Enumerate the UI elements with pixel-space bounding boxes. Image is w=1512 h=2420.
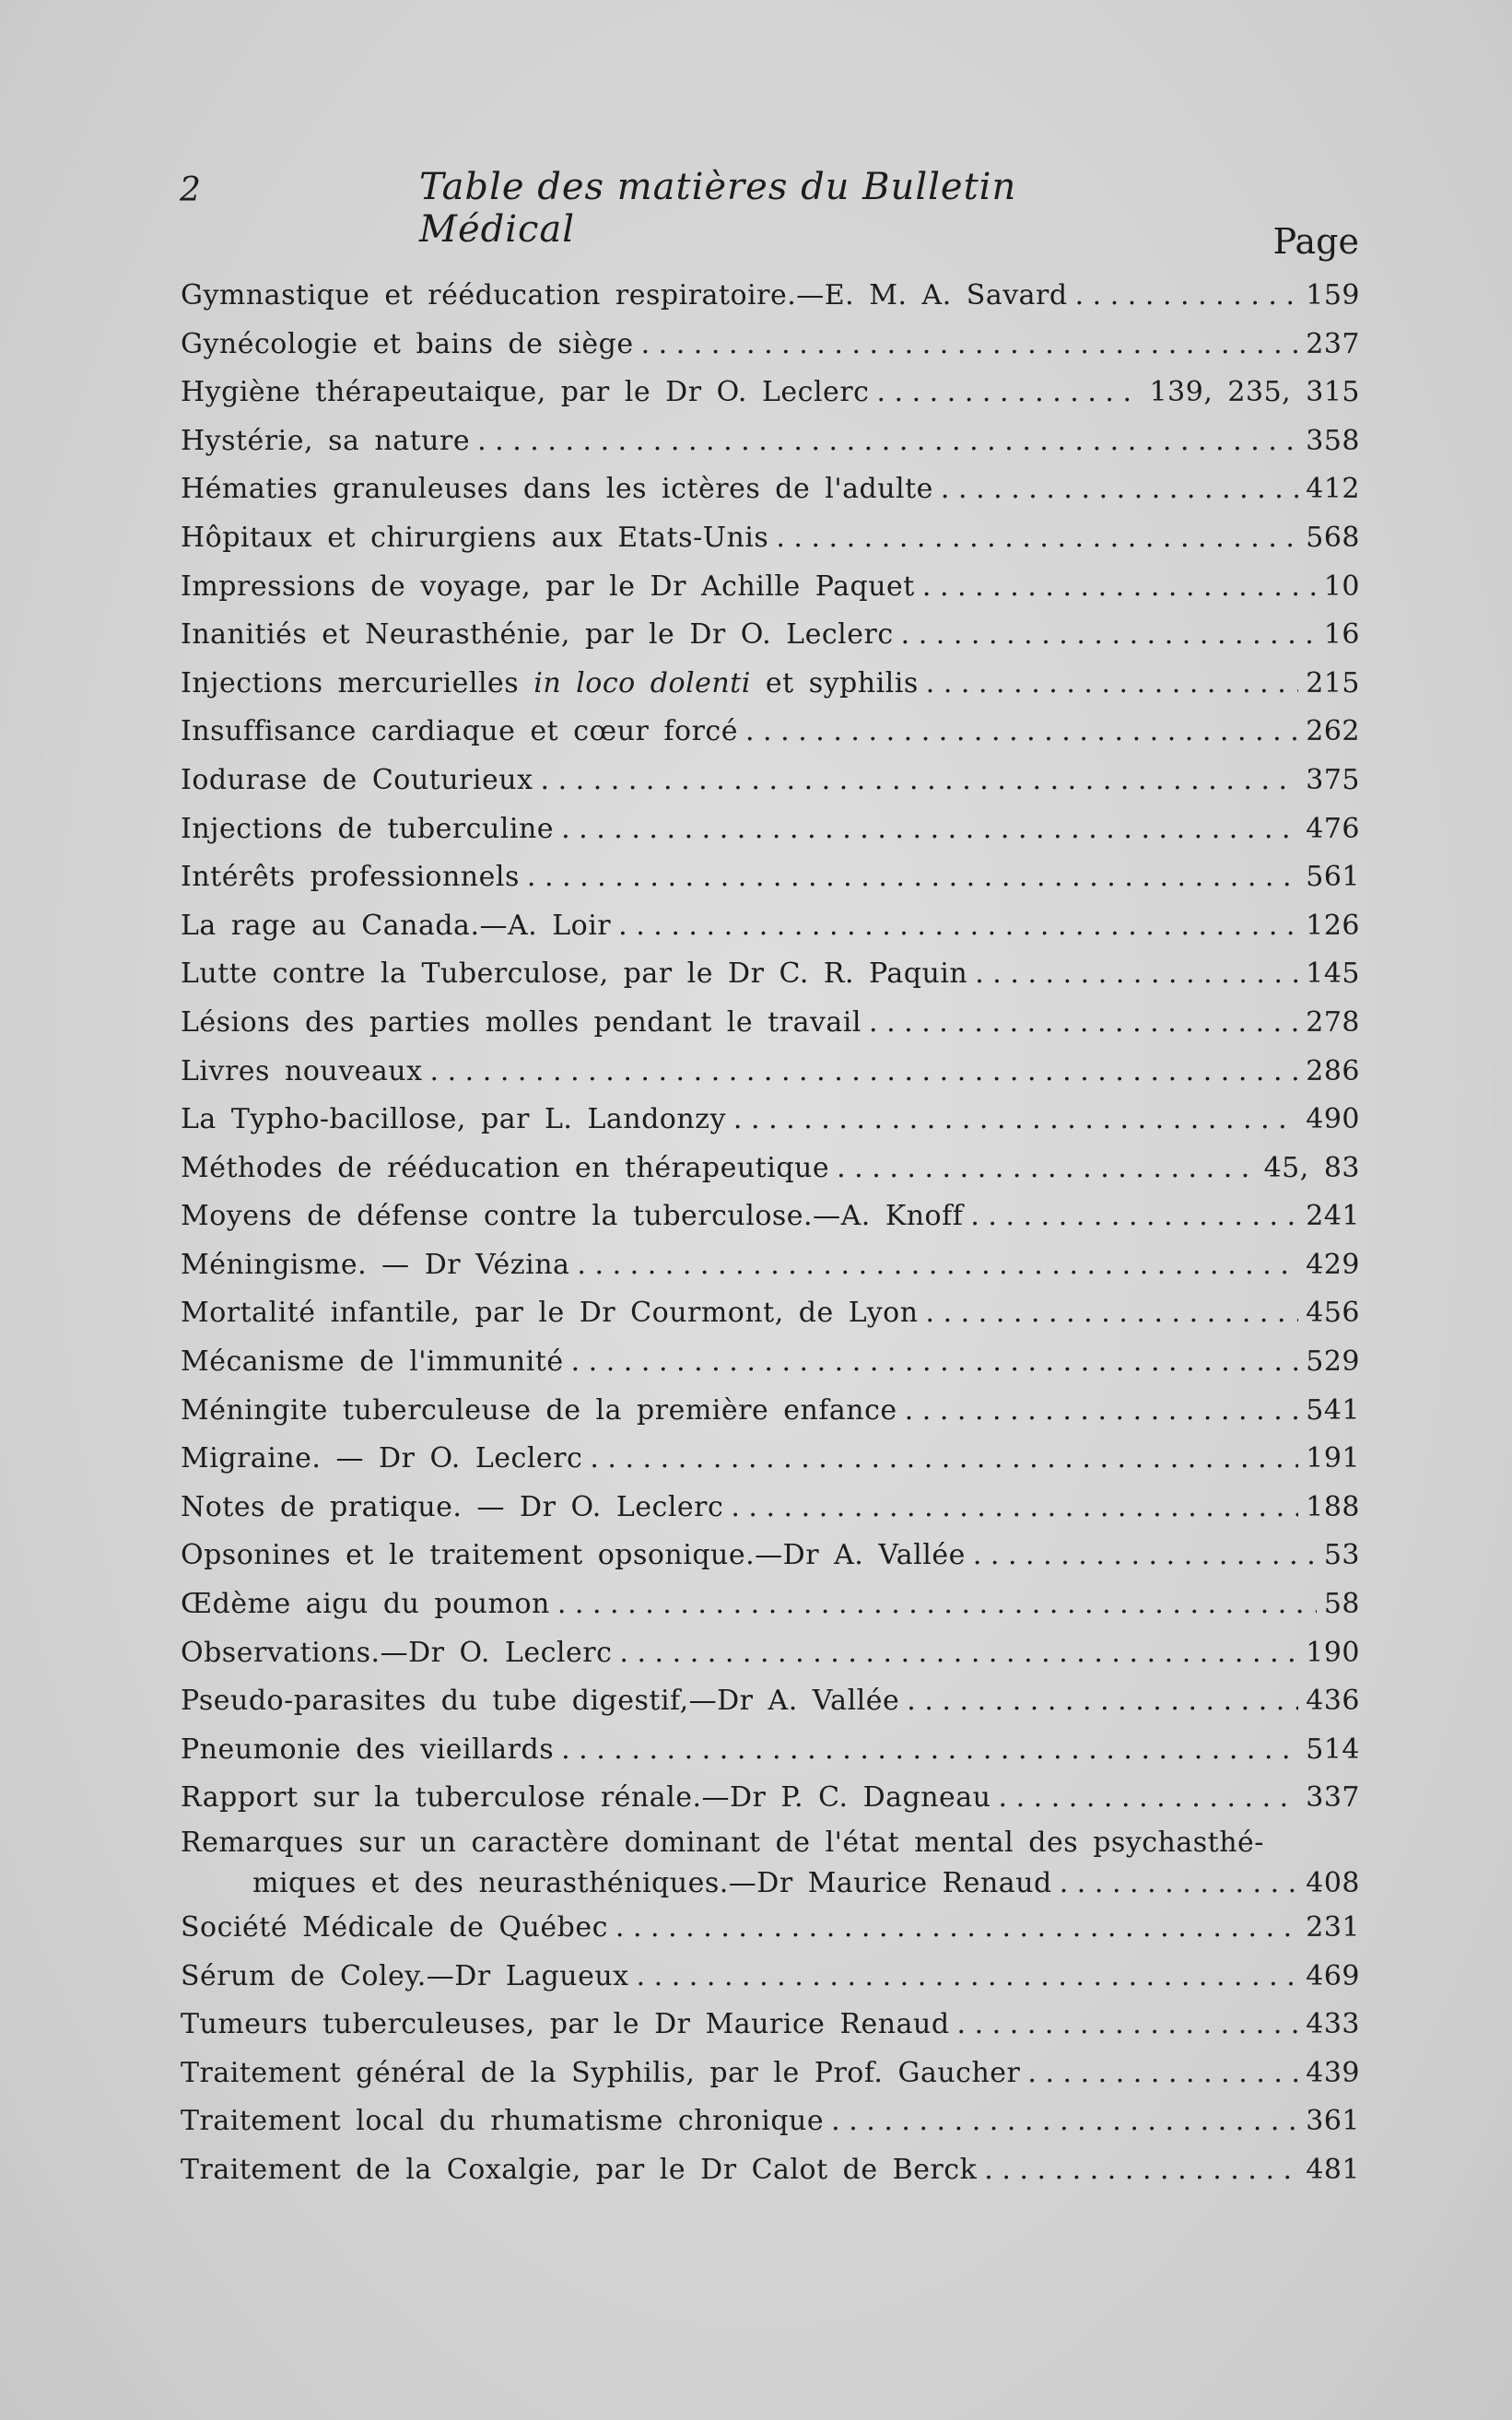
leader-dots	[731, 1484, 1298, 1533]
toc-entry	[181, 757, 1360, 805]
entry-page: 45, 83	[1263, 1151, 1360, 1184]
toc-entry	[181, 1629, 1360, 1678]
entry-title: Hématies granuleuses dans les ictères de l'adulte	[181, 473, 933, 506]
toc-entry	[181, 805, 1360, 854]
leader-dots	[577, 1241, 1298, 1290]
leader-dots	[590, 1435, 1298, 1484]
entry-page: 469	[1306, 1959, 1360, 1992]
entry-page: 456	[1306, 1297, 1360, 1330]
entry-page: 529	[1306, 1345, 1360, 1379]
entry-page: 16	[1323, 618, 1360, 652]
entry-page: 490	[1306, 1103, 1360, 1136]
entry-page: 358	[1306, 424, 1360, 457]
toc-entry	[181, 950, 1360, 999]
toc-entry	[181, 2050, 1360, 2098]
leader-dots	[975, 950, 1298, 999]
entry-page: 139, 235, 315	[1149, 376, 1360, 409]
leader-dots	[618, 902, 1298, 951]
leader-dots	[557, 1580, 1317, 1629]
entry-page: 126	[1306, 909, 1360, 942]
entry-title-line-1: Remarques sur un caractère dominant de l'état mental des psychasthé-	[181, 1827, 1264, 1859]
toc-entry	[181, 1192, 1360, 1241]
entry-title: Inanitiés et Neurasthénie, par le Dr O. Leclerc	[181, 618, 894, 652]
entry-title: La Typho-bacillose, par L. Landonzy	[181, 1103, 726, 1136]
entry-page: 481	[1306, 2153, 1360, 2186]
entry-page: 215	[1306, 666, 1360, 699]
leader-dots	[477, 417, 1298, 466]
entry-title	[181, 660, 919, 709]
entry-title: Insuffisance cardiaque et cœur forcé	[181, 715, 738, 748]
toc-entry	[181, 514, 1360, 563]
leader-dots	[1027, 2050, 1298, 2098]
entry-page: 10	[1323, 570, 1360, 603]
entry-title: Traitement général de la Syphilis, par le Prof. Gaucher	[181, 2056, 1021, 2089]
running-title: Table des matières du Bulletin Médical	[419, 166, 1017, 251]
leader-dots	[561, 805, 1298, 854]
toc-entry	[181, 1145, 1360, 1193]
leader-dots	[901, 611, 1317, 660]
toc-entry	[181, 1953, 1360, 2002]
entry-title: Observations.—Dr O. Leclerc	[181, 1636, 613, 1669]
entry-page: 476	[1306, 812, 1360, 845]
entry-page: 408	[1306, 1867, 1360, 1899]
toc-entry	[181, 1904, 1360, 1953]
leader-dots	[926, 660, 1298, 709]
entry-page: 237	[1306, 327, 1360, 360]
entry-title-line-2-row	[181, 1863, 1360, 1904]
leader-dots	[831, 2097, 1298, 2146]
toc-entry	[181, 1532, 1360, 1580]
leader-dots	[837, 1145, 1256, 1193]
leader-dots	[745, 708, 1298, 757]
toc-entry	[181, 611, 1360, 660]
leader-dots	[907, 1677, 1298, 1726]
entry-page: 514	[1306, 1733, 1360, 1766]
leader-dots	[733, 1096, 1298, 1145]
entry-title: Méningite tuberculeuse de la première enfance	[181, 1393, 897, 1427]
entry-title: Méthodes de rééducation en thérapeutique	[181, 1151, 830, 1184]
entry-page: 262	[1306, 715, 1360, 748]
toc-entry	[181, 2001, 1360, 2050]
entry-title: Œdème aigu du poumon	[181, 1588, 550, 1621]
toc-entry	[181, 1774, 1360, 1823]
entry-page: 159	[1306, 279, 1360, 311]
toc-entry	[181, 902, 1360, 951]
leader-dots	[430, 1048, 1299, 1097]
entry-title: Méningisme. — Dr Vézina	[181, 1248, 570, 1281]
entry-title: La rage au Canada.—A. Loir	[181, 909, 612, 942]
entry-page: 190	[1306, 1636, 1360, 1669]
entry-page: 145	[1306, 957, 1360, 991]
entry-title: Lutte contre la Tuberculose, par le Dr C. R. Paquin	[181, 957, 968, 991]
entry-title: Tumeurs tuberculeuses, par le Dr Maurice Renaud	[181, 2008, 950, 2041]
leader-dots	[561, 1726, 1298, 1775]
toc-entry	[181, 1048, 1360, 1097]
entry-title: Traitement de la Coxalgie, par le Dr Calot de Berck	[181, 2153, 978, 2186]
entry-title: Rapport sur la tuberculose rénale.—Dr P. C. Dagneau	[181, 1781, 991, 1815]
entry-title: Impressions de voyage, par le Dr Achille Paquet	[181, 570, 915, 603]
toc-entry	[181, 321, 1360, 370]
entry-title: Hygiène thérapeutaique, par le Dr O. Leclerc	[181, 376, 870, 409]
entry-page: 433	[1306, 2008, 1360, 2041]
leader-dots	[615, 1904, 1298, 1953]
entry-page: 286	[1306, 1054, 1360, 1087]
toc-entry	[181, 563, 1360, 612]
leader-dots	[776, 514, 1298, 563]
toc-entry	[181, 1338, 1360, 1387]
entry-title-line-2: miques et des neurasthéniques.—Dr Maurice Renaud	[252, 1867, 1052, 1899]
toc-entry	[181, 1677, 1360, 1726]
leader-dots	[926, 1289, 1299, 1338]
entry-page: 429	[1306, 1248, 1360, 1281]
leader-dots	[876, 369, 1142, 417]
entry-page: 436	[1306, 1685, 1360, 1718]
leader-dots	[641, 321, 1299, 370]
entry-title: Pneumonie des vieillards	[181, 1733, 555, 1766]
toc-entry	[181, 660, 1360, 709]
leader-dots	[970, 1192, 1298, 1241]
leader-dots	[999, 1774, 1299, 1823]
leader-dots	[527, 853, 1298, 902]
toc-entry	[181, 1387, 1360, 1436]
leader-dots	[957, 2001, 1299, 2050]
entry-title: Iodurase de Couturieux	[181, 763, 533, 796]
toc-entry	[181, 708, 1360, 757]
entry-title: Pseudo-parasites du tube digestif,—Dr A. Vallée	[181, 1685, 900, 1718]
entry-page: 188	[1306, 1490, 1360, 1523]
entry-page: 439	[1306, 2056, 1360, 2089]
page-column-label: Page	[1272, 221, 1359, 262]
leader-dots	[973, 1532, 1317, 1580]
entry-page: 361	[1306, 2105, 1360, 2138]
entry-title: Lésions des parties molles pendant le travail	[181, 1005, 861, 1039]
leader-dots	[1075, 272, 1299, 321]
entry-page: 53	[1323, 1539, 1360, 1572]
entry-title-part: Injections mercurielles	[181, 666, 534, 699]
leader-dots	[541, 757, 1299, 805]
page-number: 2	[180, 171, 201, 209]
entry-title: Mortalité infantile, par le Dr Courmont, de Lyon	[181, 1297, 919, 1330]
leader-dots	[922, 563, 1317, 612]
toc-entry	[181, 1289, 1360, 1338]
toc-entry	[181, 1726, 1360, 1775]
entry-page: 541	[1306, 1393, 1360, 1427]
toc-entry	[181, 1096, 1360, 1145]
entry-title-part: et syphilis	[750, 666, 919, 699]
toc-entry	[181, 2097, 1360, 2146]
entry-title: Livres nouveaux	[181, 1054, 423, 1087]
toc-entry	[181, 1484, 1360, 1533]
entry-title: Gynécologie et bains de siège	[181, 327, 634, 360]
leader-dots	[1060, 1863, 1299, 1904]
leader-dots	[869, 999, 1298, 1048]
entry-title: Société Médicale de Québec	[181, 1911, 608, 1944]
toc-entry	[181, 2146, 1360, 2195]
entry-title: Opsonines et le traitement opsonique.—Dr A. Vallée	[181, 1539, 966, 1572]
entry-title-italic: in loco dolenti	[533, 666, 751, 699]
toc-entry	[181, 369, 1360, 417]
toc-entry	[181, 272, 1360, 321]
toc-entry	[181, 999, 1360, 1048]
entry-title: Mécanisme de l'immunité	[181, 1345, 564, 1379]
entry-page: 58	[1323, 1588, 1360, 1621]
entry-title: Traitement local du rhumatisme chronique	[181, 2105, 825, 2138]
toc-entry-multiline	[181, 1823, 1360, 1904]
leader-dots	[941, 465, 1298, 514]
leader-dots	[637, 1953, 1299, 2002]
entry-title: Injections de tuberculine	[181, 812, 555, 845]
entry-page: 241	[1306, 1200, 1360, 1233]
entry-title: Hôpitaux et chirurgiens aux Etats-Unis	[181, 521, 769, 554]
toc-entry	[181, 1241, 1360, 1290]
entry-title: Sérum de Coley.—Dr Lagueux	[181, 1959, 629, 1992]
entry-page: 191	[1306, 1442, 1360, 1475]
entry-page: 375	[1306, 763, 1360, 796]
entry-page: 337	[1306, 1781, 1360, 1815]
toc-entry	[181, 465, 1360, 514]
leader-dots	[905, 1387, 1299, 1436]
entry-title: Hystérie, sa nature	[181, 424, 471, 457]
entry-title: Moyens de défense contre la tuberculose.—A. Knoff	[181, 1200, 964, 1233]
table-of-contents	[181, 272, 1360, 2195]
toc-entry	[181, 1580, 1360, 1629]
leader-dots	[571, 1338, 1299, 1387]
entry-page: 278	[1306, 1005, 1360, 1039]
entry-page: 231	[1306, 1911, 1360, 1944]
toc-entry	[181, 853, 1360, 902]
entry-page: 568	[1306, 521, 1360, 554]
entry-page: 412	[1306, 473, 1360, 506]
leader-dots	[619, 1629, 1298, 1678]
entry-page: 561	[1306, 861, 1360, 894]
entry-title: Intérêts professionnels	[181, 861, 520, 894]
entry-title: Migraine. — Dr O. Leclerc	[181, 1442, 583, 1475]
entry-title: Gymnastique et rééducation respiratoire.—E. M. A. Savard	[181, 279, 1068, 311]
toc-entry	[181, 417, 1360, 466]
leader-dots	[984, 2146, 1298, 2195]
toc-entry	[181, 1435, 1360, 1484]
entry-title: Notes de pratique. — Dr O. Leclerc	[181, 1490, 724, 1523]
